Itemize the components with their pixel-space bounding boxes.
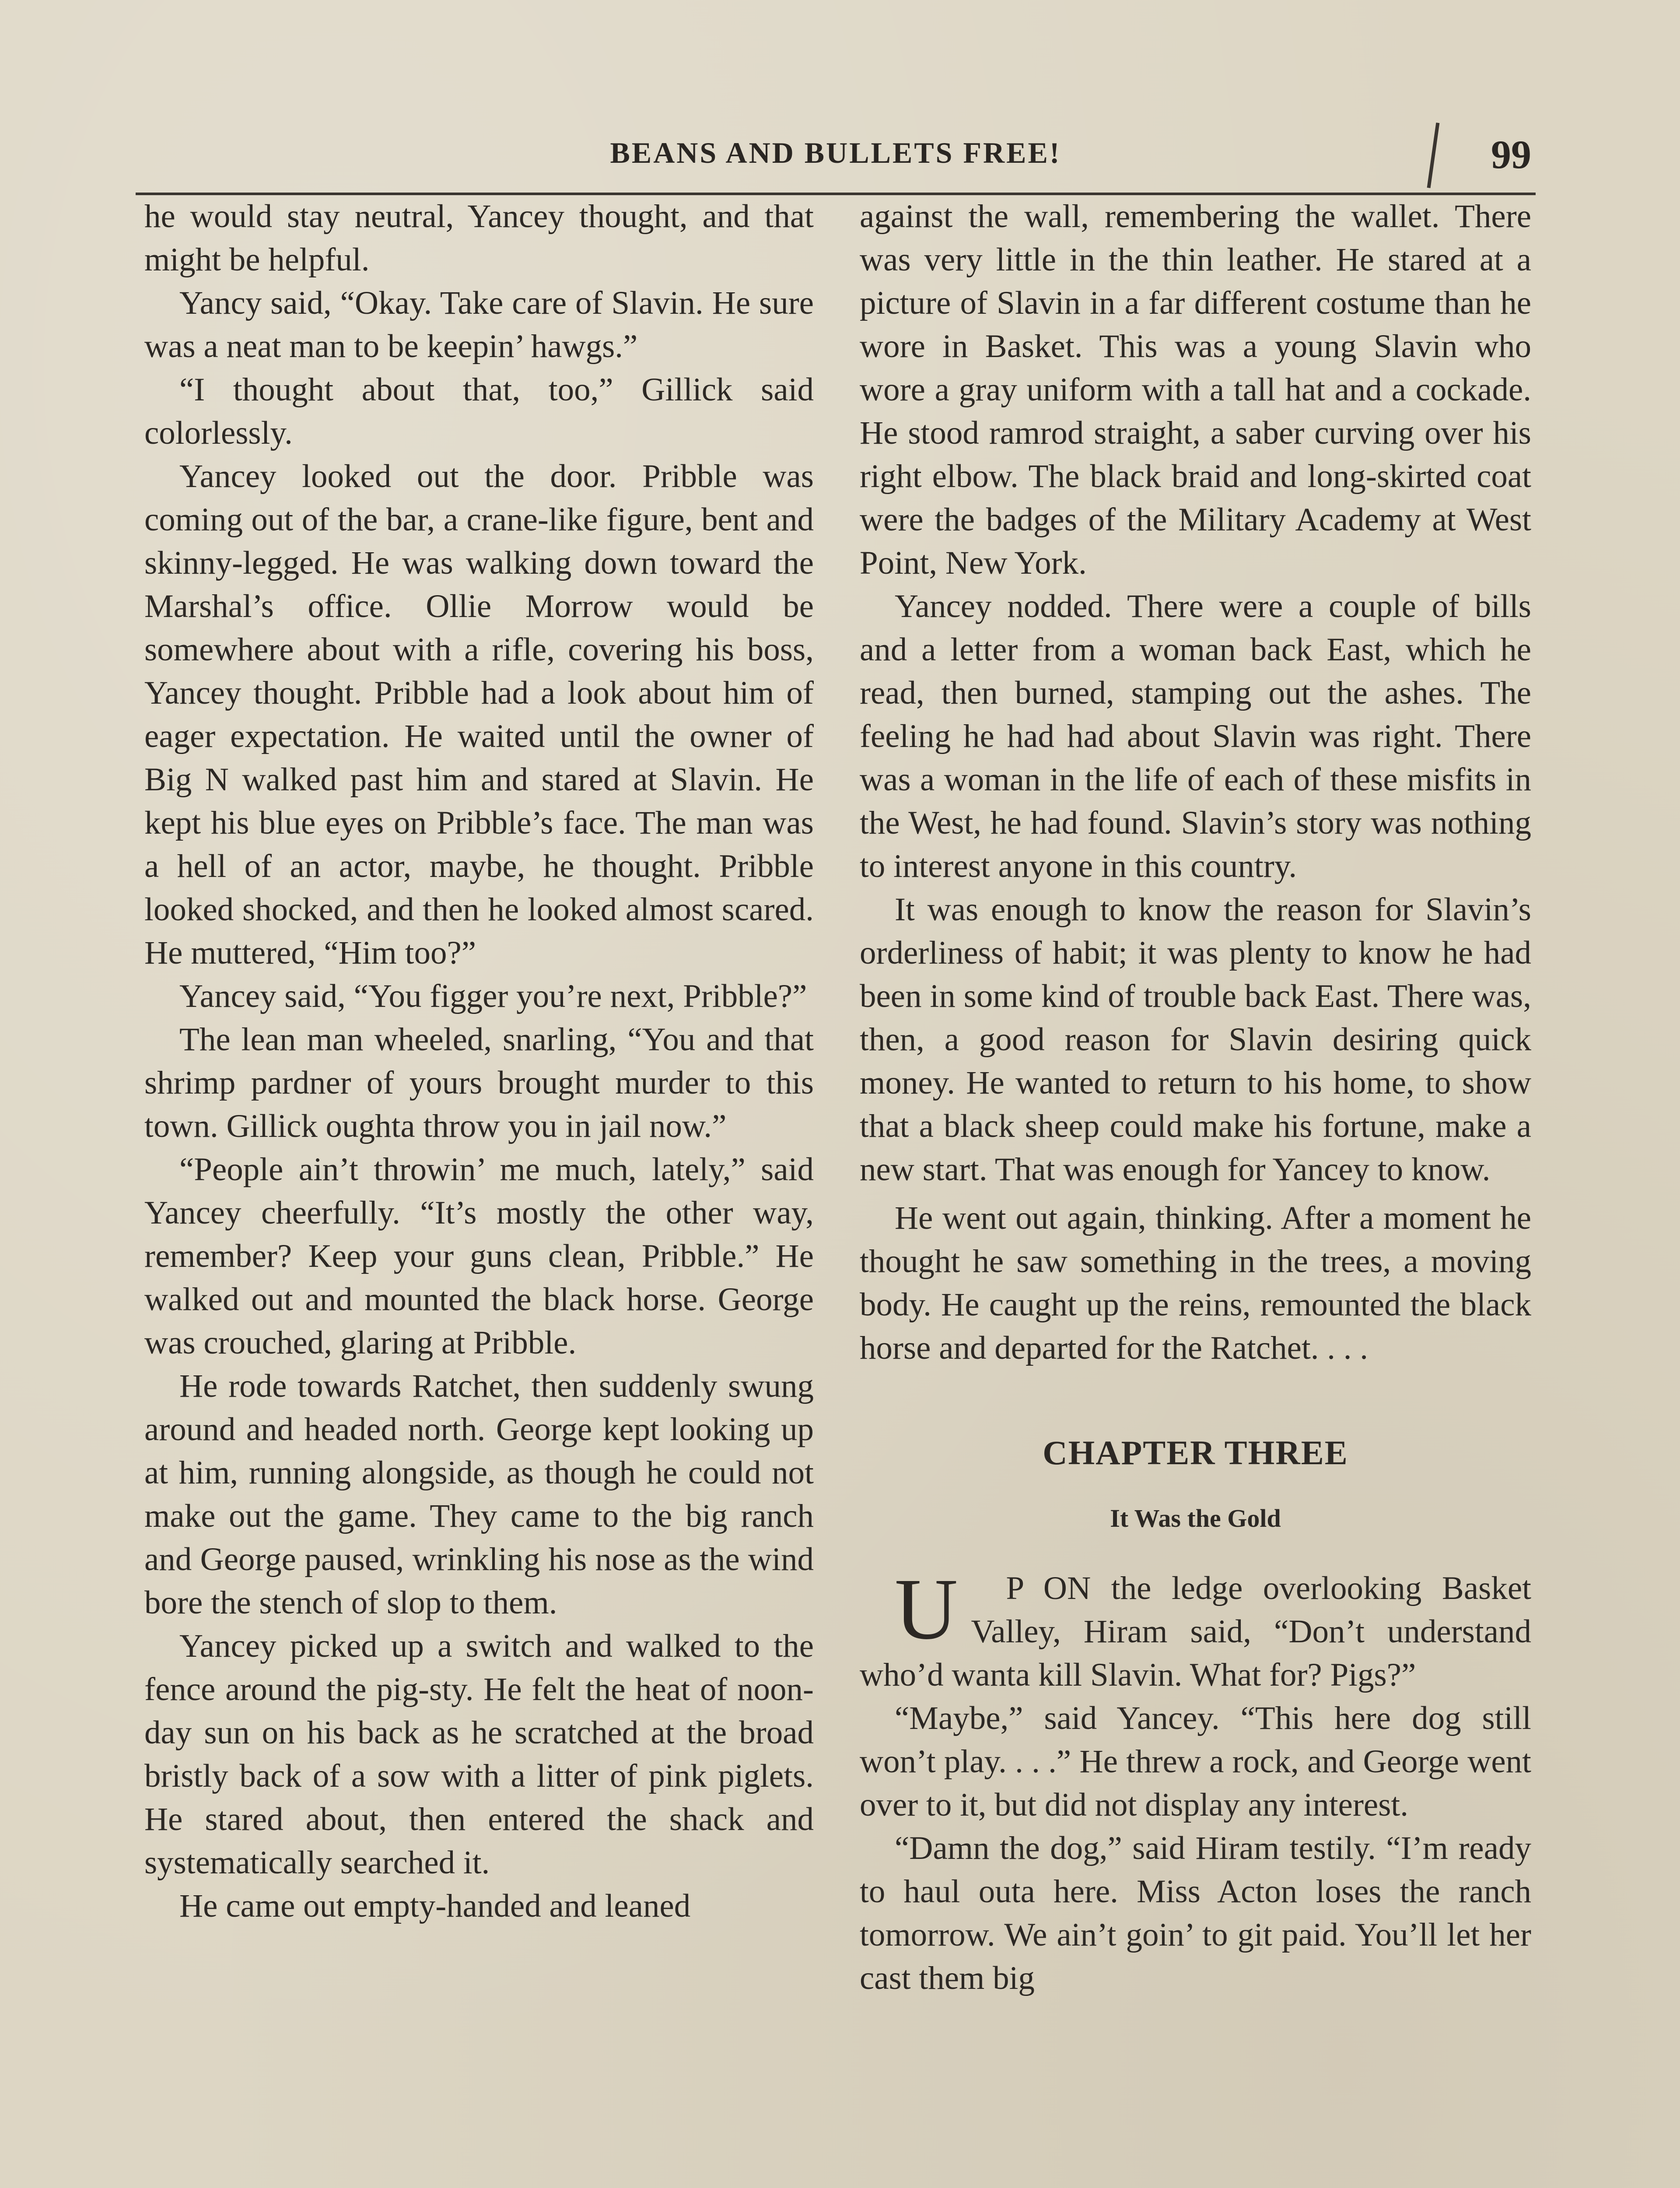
running-title: BEANS AND BULLETS FREE! xyxy=(610,136,1061,169)
chapter-subtitle: It Was the Gold xyxy=(1110,1504,1281,1532)
paragraph: Yancey said, “You figger you’re next, Pribble?” xyxy=(179,978,807,1014)
paragraph: “Maybe,” said Yancey. “This here dog still won’t play. . . .” He threw a rock, and George went over to it, but did not display any interest. xyxy=(860,1700,1531,1823)
page-header xyxy=(136,127,1536,195)
paragraph: he would stay neutral, Yancey thought, and that might be helpful. xyxy=(144,198,814,278)
paragraph: “Damn the dog,” said Hiram testily. “I’m ready to haul outa here. Miss Acton loses the ranch tomorrow. We ain’t goin’ to git paid. You’ll let her cast them big xyxy=(860,1830,1531,1996)
page-number: 99 xyxy=(1491,132,1531,177)
paragraph: Yancy said, “Okay. Take care of Slavin. He sure was a neat man to be keepin’ hawgs.” xyxy=(144,285,814,365)
drop-cap: U xyxy=(895,1561,958,1658)
paragraph: It was enough to know the reason for Slavin’s orderliness of habit; it was plenty to know he had been in some kind of trouble back East. There was, then, a good reason for Slavin desiring quick money. He wanted to return to his home, to show that a black sheep could make his fortune, make a new start. That was enough for Yancey to know. xyxy=(860,891,1531,1188)
paragraph: against the wall, remembering the wallet. There was very little in the thin leather. He stared at a picture of Slavin in a far different costume than he wore in Basket. This was a young Slavin who wore a gray uniform with a tall hat and a cockade. He stood ramrod straight, a saber curving over his right elbow. The black braid and long-skirted coat were the badges of the Military Academy at West Point, New York. xyxy=(860,198,1531,581)
paragraph: He rode towards Ratchet, then suddenly swung around and headed north. George kept looking up at him, running alongside, as though he could not make out the game. They came to the big ranch and George paused, wrinkling his nose as the wind bore the stench of slop to them. xyxy=(144,1368,814,1621)
chapter-opening-paragraph xyxy=(860,1561,1531,1697)
paragraph: “People ain’t throwin’ me much, lately,” said Yancey cheerfully. “It’s mostly the other way, remember? Keep your guns clean, Pribble.” He walked out and mounted the black horse. George was crouched, glaring at Pribble. xyxy=(144,1151,814,1361)
opening-text: P ON the ledge overlooking Basket Valley, Hiram said, “Don’t understand who’d wanta kill Slavin. What for? Pigs?” xyxy=(860,1570,1531,1693)
paragraph: Yancey picked up a switch and walked to the fence around the pig-sty. He felt the heat of noon-day sun on his back as he scratched at the broad bristly back of a sow with a litter of pink piglets. He stared about, then entered the shack and systematically searched it. xyxy=(144,1628,814,1881)
paragraph: “I thought about that, too,” Gillick said colorlessly. xyxy=(144,372,814,451)
paragraph: He came out empty-handed and leaned xyxy=(179,1888,691,1924)
paragraph: The lean man wheeled, snarling, “You and that shrimp pardner of yours brought murder to this town. Gillick oughta throw you in jail now.” xyxy=(144,1021,814,1144)
chapter-heading: CHAPTER THREE xyxy=(1043,1434,1348,1472)
paragraph: Yancey nodded. There were a couple of bills and a letter from a woman back East, which he read, then burned, stamping out the ashes. The feeling he had had about Slavin was right. There was a woman in the life of each of these misfits in the West, he had found. Slavin’s story was nothing to interest anyone in this country. xyxy=(860,588,1531,884)
paragraph: Yancey looked out the door. Pribble was coming out of the bar, a crane-like figure, bent and skinny-legged. He was walking down toward the Marshal’s office. Ollie Morrow would be somewhere about with a rifle, covering his boss, Yancey thought. Pribble had a look about him of eager expectation. He waited until the owner of Big N walked past him and stared at Slavin. He kept his blue eyes on Pribble’s face. The man was a hell of an actor, maybe, he thought. Pribble looked shocked, and then he looked almost scared. He muttered, “Him too?” xyxy=(144,458,814,971)
right-column xyxy=(860,195,1531,2000)
paragraph: He went out again, thinking. After a moment he thought he saw something in the trees, a moving body. He caught up the reins, remounted the black horse and departed for the Ratchet. . . . xyxy=(860,1200,1531,1366)
left-column xyxy=(144,195,814,1928)
